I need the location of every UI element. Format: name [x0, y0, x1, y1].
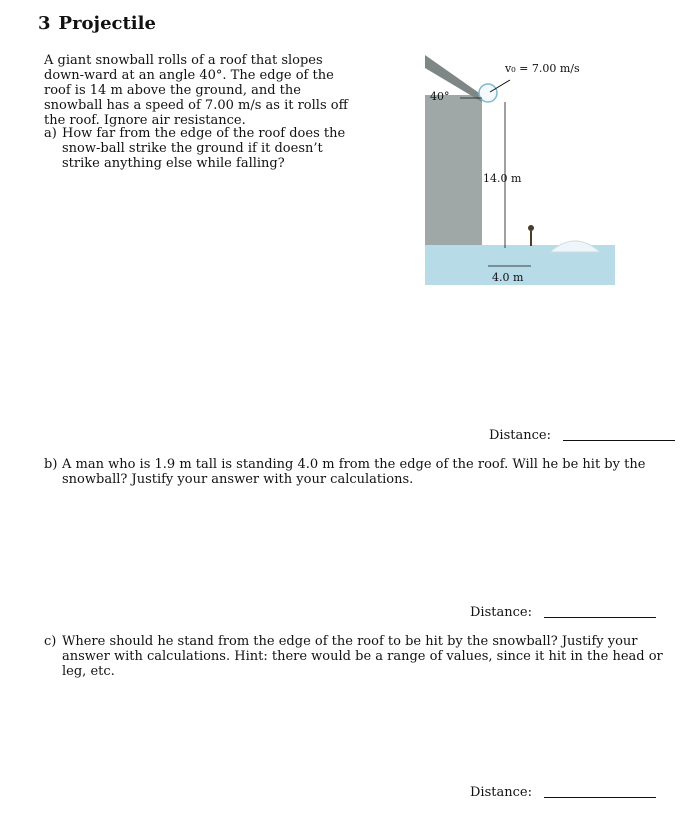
answer-blank[interactable] [544, 616, 656, 618]
question-label: b) [44, 457, 58, 472]
answer-blank[interactable] [544, 796, 656, 798]
section-title-text: Projectile [58, 13, 156, 34]
question-a [44, 126, 362, 171]
answer-label: Distance: [470, 785, 532, 800]
problem-statement: A giant snowball rolls of a roof that slopes down-ward at an angle 40°. The edge of the roof is 14 m above the ground, and the snowball has a speed of 7.00 m/s as it rolls off the roof. Ignore air resistance. [44, 53, 348, 128]
question-text: A man who is 1.9 m tall is standing 4.0 m from the edge of the roof. Will he be hit by the snowball? Justify your answer with your calculations. [62, 457, 646, 487]
answer-blank[interactable] [563, 439, 675, 441]
snow-mound [550, 241, 600, 252]
question-c [44, 634, 674, 679]
question-b [44, 457, 674, 487]
question-text: How far from the edge of the roof does the snow-ball strike the ground if it doesn’t strike anything else while falling? [62, 126, 346, 171]
section-title [38, 13, 156, 34]
section-number: 3 [38, 13, 51, 34]
question-label: c) [44, 634, 57, 649]
answer-line-b [470, 605, 656, 620]
question-label: a) [44, 126, 57, 141]
question-text: Where should he stand from the edge of the roof to be hit by the snowball? Justify your answer with calculations. Hint: there would be a range of values, since it hit in the head or leg, etc. [62, 634, 663, 679]
angle-label: 40° [430, 90, 450, 103]
answer-label: Distance: [489, 428, 551, 443]
projectile-figure [420, 40, 620, 290]
answer-label: Distance: [470, 605, 532, 620]
answer-line-c [470, 785, 656, 800]
distance-label: 4.0 m [492, 271, 524, 284]
height-label: 14.0 m [483, 172, 522, 185]
man-figure [528, 225, 534, 231]
velocity-label: v₀ = 7.00 m/s [505, 62, 580, 75]
snowball [479, 84, 497, 102]
answer-line-a [489, 428, 675, 443]
